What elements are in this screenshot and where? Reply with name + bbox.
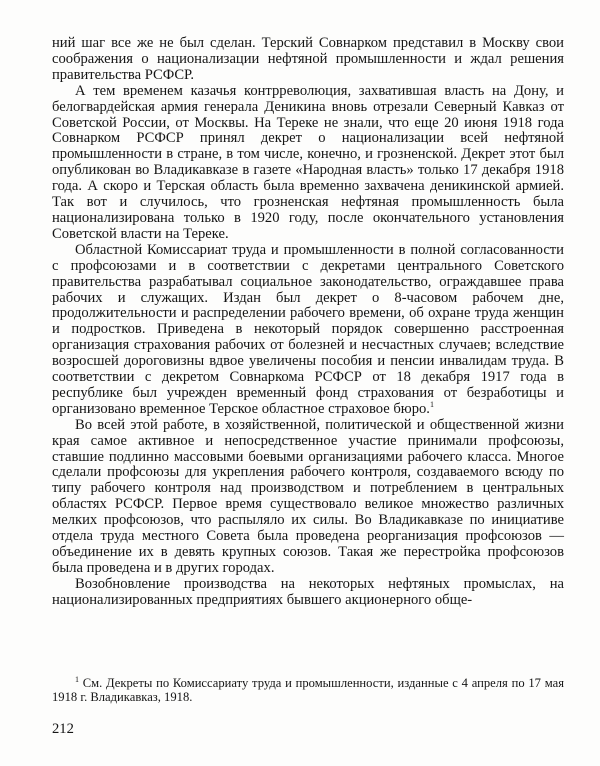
footnote-reference: 1 [429,399,434,409]
footnote-text: См. Декреты по Комиссариату труда и промышленности, изданные с 4 апреля по 17 мая 1918 г. Владикавказ, 1918. [52,676,564,705]
paragraph-labor-commissariat [52,243,564,418]
paragraph-text: Областной Комиссариат труда и промышленности в полной согласованности с профсоюзами и в соответствии с декретами центрального Советского правительства разрабатывал социальное законодательство, ограждавшее права рабочих и служащих. Издан был декрет о 8-часовом рабочем дне, продолжительности и распределении рабочего времени, об охране труда женщин и подростков. Приведена в некоторый порядок совершенно расстроенная организация страхования рабочих от болезней и несчастных случаев; вследствие возросшей дороговизны вдвое увеличены пособия и пенсии инвалидам труда. В соответствии с декретом Совнаркома РСФСР от 18 декабря 1917 года в республике был учрежден временный фонд страхования от безработицы и организовано временное Терское областное страховое бюро. [52,241,564,417]
paragraph-trade-unions: Во всей этой работе, в хозяйственной, политической и общественной жизни края самое активное и непосредственное участие принимали профсоюзы, ставшие подлинно массовыми боевыми организациями рабочего класса. Многое сделали профсоюзы для укрепления рабочего контроля, создаваемого всюду по типу рабочего контроля над производством и потреблением в центральных областях РСФСР. Первое время существовало великое множество различных мелких профсоюзов, что распыляло их силы. Во Владикавказе по инициативе отдела труда местного Совета была проведена реорганизация профсоюзов — объединение их в девять крупных союзов. Такая же перестройка профсоюзов была проведена и в других городах. [52,416,564,576]
paragraph-continuation: ний шаг все же не был сделан. Терский Совнарком представил в Москву свои соображения о национализации нефтяной промышленности и ждал решения правительства РСФСР. [52,35,564,83]
paragraph-production: Возобновление производства на некоторых нефтяных промыслах, на национализированных предприятиях бывшего акционерного обще- [52,575,564,608]
page-number: 212 [52,721,74,737]
footnote-marker: 1 [75,674,79,684]
main-text [52,36,564,609]
paragraph-civil-war: А тем временем казачья контрреволюция, захватившая власть на Дону, и белогвардейская армия генерала Деникина вновь отрезали Северный Кавказ от Советской России, от Москвы. На Тереке не знали, что еще 20 июня 1918 года Совнарком РСФСР принял декрет о национализации всей нефтяной промышленности в стране, в том числе, конечно, и грозненской. Декрет этот был опубликован во Владикавказе в газете «Народная власть» только 17 декабря 1918 года. А скоро и Терская область была временно захвачена деникинской армией. Так вот и случилось, что грозненская нефтяная промышленность была национализирована только в 1920 году, после окончательного установления Советской власти на Тереке. [52,82,564,242]
footnote [52,676,564,705]
